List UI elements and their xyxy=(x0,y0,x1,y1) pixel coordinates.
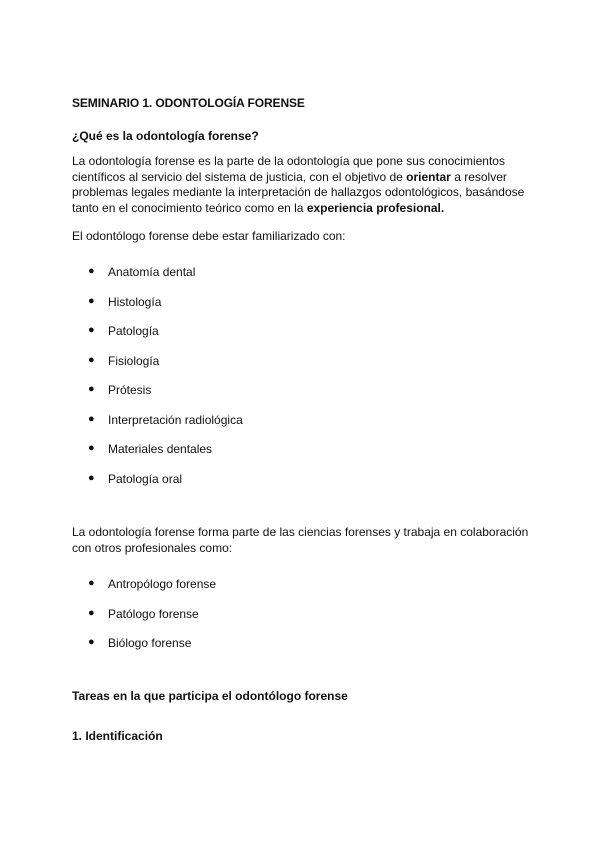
bullet-icon: ● xyxy=(88,442,95,454)
bullet-icon: ● xyxy=(88,265,95,277)
bullet-icon: ● xyxy=(88,606,95,619)
knowledge-area-label: Fisiología xyxy=(108,353,160,368)
definition-paragraph xyxy=(72,154,542,216)
knowledge-area-label: Histología xyxy=(108,294,162,309)
definition-text-2: a resolver problemas legales mediante la interpretación de hallazgos odontológicos, basándose tanto en el conocimiento teórico como en la xyxy=(72,169,525,215)
bullet-icon: ● xyxy=(88,636,95,648)
knowledge-area-label: Materiales dentales xyxy=(108,442,213,456)
collaborator-label: Biólogo forense xyxy=(108,636,192,650)
collaborator-label: Patólogo forense xyxy=(108,606,199,621)
definition-bold-orientar: orientar xyxy=(406,169,451,184)
knowledge-area-label: Interpretación radiológica xyxy=(108,412,243,427)
bullet-icon: ● xyxy=(88,294,95,307)
bullet-icon: ● xyxy=(88,471,95,484)
knowledge-area-label: Patología oral xyxy=(108,471,183,486)
tasks-heading: Tareas en la que participa el odontólogo forense xyxy=(72,689,348,703)
bullet-icon: ● xyxy=(88,383,95,395)
document-title: SEMINARIO 1. ODONTOLOGÍA FORENSE xyxy=(72,96,305,110)
collaborator-label: Antropólogo forense xyxy=(108,577,217,591)
bullet-icon: ● xyxy=(88,577,95,589)
section-identificacion-heading: 1. Identificación xyxy=(72,729,163,743)
knowledge-area-label: Patología xyxy=(108,324,159,338)
knowledge-area-label: Anatomía dental xyxy=(108,265,196,279)
knowledge-area-label: Prótesis xyxy=(108,383,152,397)
familiar-intro: El odontólogo forense debe estar familiarizado con: xyxy=(72,229,346,243)
question-heading: ¿Qué es la odontología forense? xyxy=(72,129,259,143)
definition-text-1: La odontología forense es la parte de la odontología que pone sus conocimientos científicos al servicio del sistema de justicia, con el objetivo de xyxy=(72,154,505,184)
definition-bold-experiencia: experiencia profesional. xyxy=(306,200,445,215)
collaboration-paragraph: La odontología forense forma parte de las ciencias forenses y trabaja en colaboración con otros profesionales como: xyxy=(72,525,529,555)
bullet-icon: ● xyxy=(88,412,95,425)
bullet-icon: ● xyxy=(88,353,95,366)
bullet-icon: ● xyxy=(88,324,95,336)
